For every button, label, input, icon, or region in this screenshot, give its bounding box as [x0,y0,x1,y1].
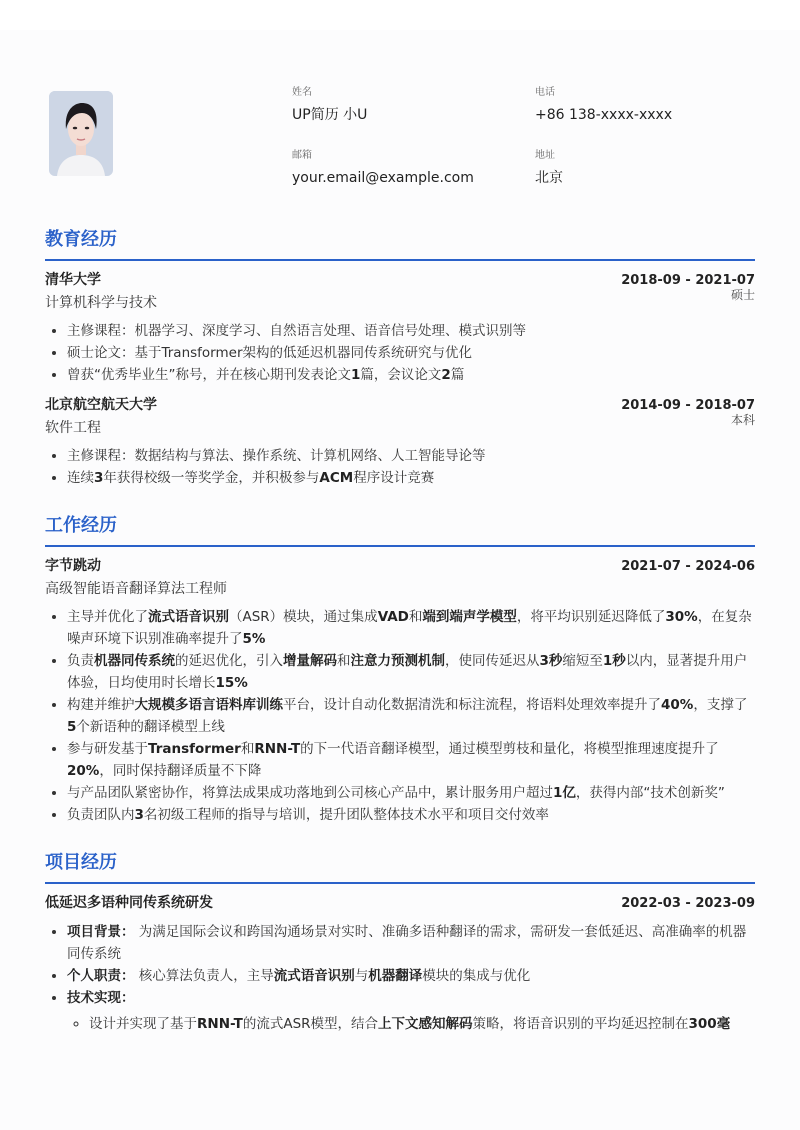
list-item: • 个人职责： 核心算法负责人，主导流式语音识别与机器翻译模块的集成与优化 [67,965,755,987]
major: 软件工程 [45,420,101,436]
list-item: • 技术实现： [67,987,755,1009]
date-range: 2021-07 - 2024-06 [621,559,755,574]
email-field [292,149,474,188]
list-item: • 与产品团队紧密协作，将算法成果成功落地到公司核心产品中，累计服务用户超过1亿，获得内部“技术创新奖” [67,782,755,804]
phone-label: 电话 [535,87,555,98]
phone-field [535,86,672,125]
school-name: 清华大学 [45,272,101,288]
major: 计算机科学与技术 [45,295,157,311]
list-item: • 项目背景： 为满足国际会议和跨国沟通场景对实时、准确多语种翻译的需求，需研发一套低延迟、高准确率的机器同传系统 [67,921,755,965]
list-item: • 负责机器同传系统的延迟优化，引入增量解码和注意力预测机制，使同传延迟从3秒缩短至1秒以内，显著提升用户体验，日均使用时长增长15% [67,650,755,694]
resume-page [0,30,800,1035]
bullet-list [45,445,755,489]
bullet-list [45,606,755,826]
education-section [45,227,755,489]
list-item: • 硕士论文：基于Transformer架构的低延迟机器同传系统研究与优化 [67,342,755,364]
list-item: • 连续3年获得校级一等奖学金，并积极参与ACM程序设计竞赛 [67,467,755,489]
degree: 硕士 [730,288,755,302]
date-range: 2018-09 - 2021-07 [621,273,755,288]
list-item: ◦ 设计并实现了基于RNN-T的流式ASR模型，结合上下文感知解码策略，将语音识别的平均延迟控制在300毫 [89,1013,755,1035]
avatar [49,91,113,176]
name-field [292,86,367,125]
name-label: 姓名 [292,87,312,98]
address-field [535,149,563,188]
date-range: 2014-09 - 2018-07 [621,398,755,413]
project-name: 低延迟多语种同传系统研发 [45,895,213,911]
degree: 本科 [730,413,755,427]
list-item: • 构建并维护大规模多语言语料库训练平台，设计自动化数据清洗和标注流程，将语料处理效率提升了40%，支撑了5个新语种的翻译模型上线 [67,694,755,738]
bullet-list [45,320,755,386]
education-entry [45,394,755,489]
bullet-list [45,921,755,1009]
address-value: 北京 [535,170,563,186]
email-label: 邮箱 [292,150,312,161]
date-range: 2022-03 - 2023-09 [621,896,755,911]
school-name: 北京航空航天大学 [45,397,157,413]
list-item: • 参与研发基于Transformer和RNN-T的下一代语音翻译模型，通过模型剪枝和量化，将模型推理速度提升了20%，同时保持翻译质量不下降 [67,738,755,782]
list-item: • 主修课程：机器学习、深度学习、自然语言处理、语音信号处理、模式识别等 [67,320,755,342]
list-item: • 负责团队内3名初级工程师的指导与培训，提升团队整体技术水平和项目交付效率 [67,804,755,826]
address-label: 地址 [535,150,555,161]
profile-header [45,30,755,215]
education-entry [45,269,755,386]
profile-photo-icon [49,91,113,176]
phone-value: +86 138-xxxx-xxxx [535,107,673,123]
sub-bullet-list [67,1013,755,1035]
work-entry [45,555,755,826]
top-band [0,0,800,30]
list-item: • 主修课程：数据结构与算法、操作系统、计算机网络、人工智能导论等 [67,445,755,467]
section-title: 工作经历 [45,513,755,547]
list-item: • 主导并优化了流式语音识别（ASR）模块，通过集成VAD和端到端声学模型，将平均识别延迟降低了30%，在复杂噪声环境下识别准确率提升了5% [67,606,755,650]
email-value: your.email@example.com [292,170,474,186]
job-title: 高级智能语音翻译算法工程师 [45,581,227,597]
company-name: 字节跳动 [45,558,101,574]
section-title: 教育经历 [45,227,755,261]
name-value: UP简历 小U [292,107,368,123]
list-item: • 曾获“优秀毕业生”称号，并在核心期刊发表论文1篇，会议论文2篇 [67,364,755,386]
project-entry [45,892,755,1035]
projects-section [45,850,755,1035]
work-section [45,513,755,826]
section-title: 项目经历 [45,850,755,884]
